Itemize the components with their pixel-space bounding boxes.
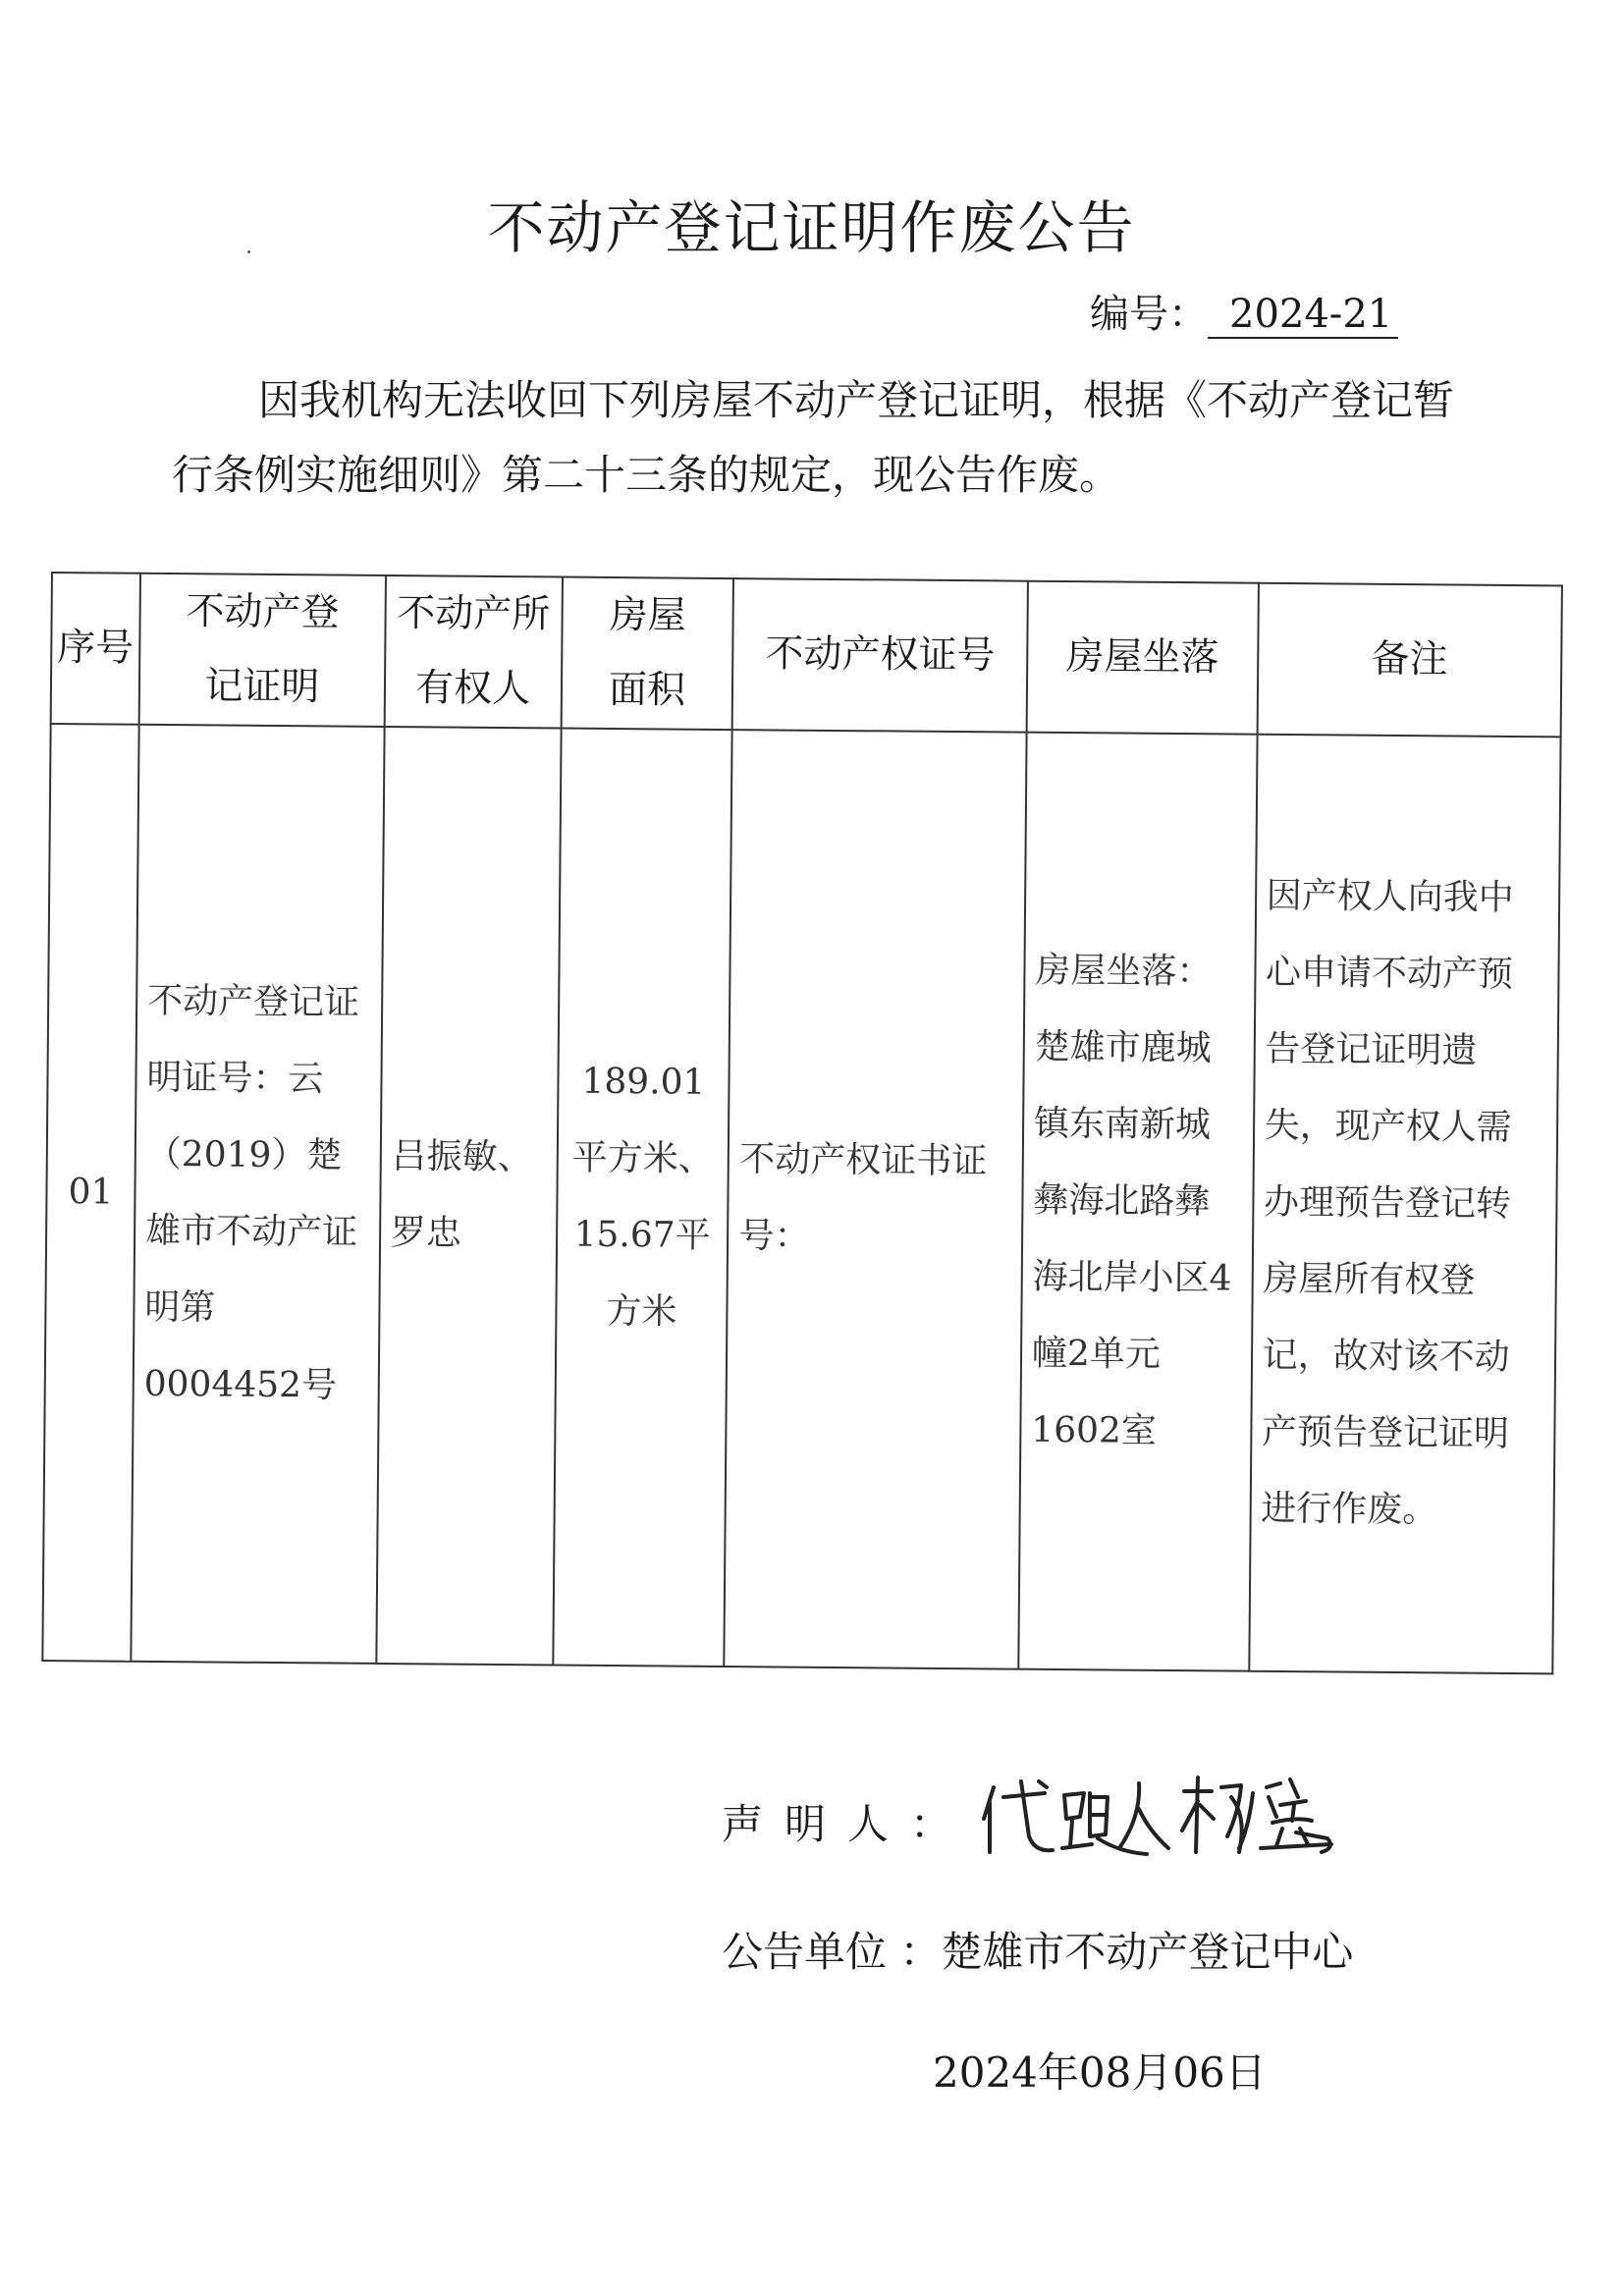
document-title: 不动产登记证明作废公告: [487, 194, 1136, 261]
handwritten-signature: [982, 1758, 1345, 1866]
header-area: 房屋面积: [561, 577, 733, 731]
header-certificate: 不动产登记证明: [139, 574, 386, 727]
cell-area: 189.01平方米、15.67平方米: [553, 729, 732, 1667]
table-row: [42, 724, 1560, 1673]
table-header-row: [51, 573, 1562, 737]
issue-date: 2024年08月06日: [933, 2049, 1267, 2097]
cell-owner: 吕振敏、罗忠: [376, 727, 561, 1666]
cell-location: 房屋坐落：楚雄市鹿城镇东南新城彝海北路彝海北岸小区4幢2单元1602室: [1018, 733, 1257, 1671]
certificate-table: [41, 572, 1563, 1674]
document-number: [1090, 283, 1398, 339]
cell-title-no: 不动产权证书证号：: [725, 730, 1027, 1669]
cell-remark: 因产权人向我中心申请不动产预告登记证明遗失，现产权人需办理预告登记转房屋所有权登记，故对该不动产预告登记证明进行作废。: [1249, 735, 1561, 1674]
cell-no: 01: [42, 724, 138, 1662]
issuer-line: [722, 1920, 1353, 1979]
declarant-line: [722, 1792, 973, 1851]
document-number-label: 编号：: [1090, 292, 1208, 337]
declarant-label: 声明人：: [722, 1800, 974, 1848]
cell-certificate: 不动产登记证明证号：云（2019）楚雄市不动产证明第0004452号: [131, 725, 384, 1664]
issuer-value: 楚雄市不动产登记中心: [941, 1928, 1354, 1976]
header-location: 房屋坐落: [1026, 581, 1258, 735]
intro-paragraph: 因我机构无法收回下列房屋不动产登记证明，根据《不动产登记暂行条例实施细则》第二十三条的规定，现公告作废。: [172, 376, 1455, 499]
issuer-label: 公告单位 ：: [722, 1928, 942, 1976]
header-no: 序号: [51, 573, 140, 725]
document-number-value: 2024-21: [1208, 292, 1398, 339]
header-owner: 不动产所有权人: [384, 575, 562, 729]
header-remark: 备注: [1257, 583, 1562, 738]
header-title-no: 不动产权证号: [732, 578, 1028, 733]
